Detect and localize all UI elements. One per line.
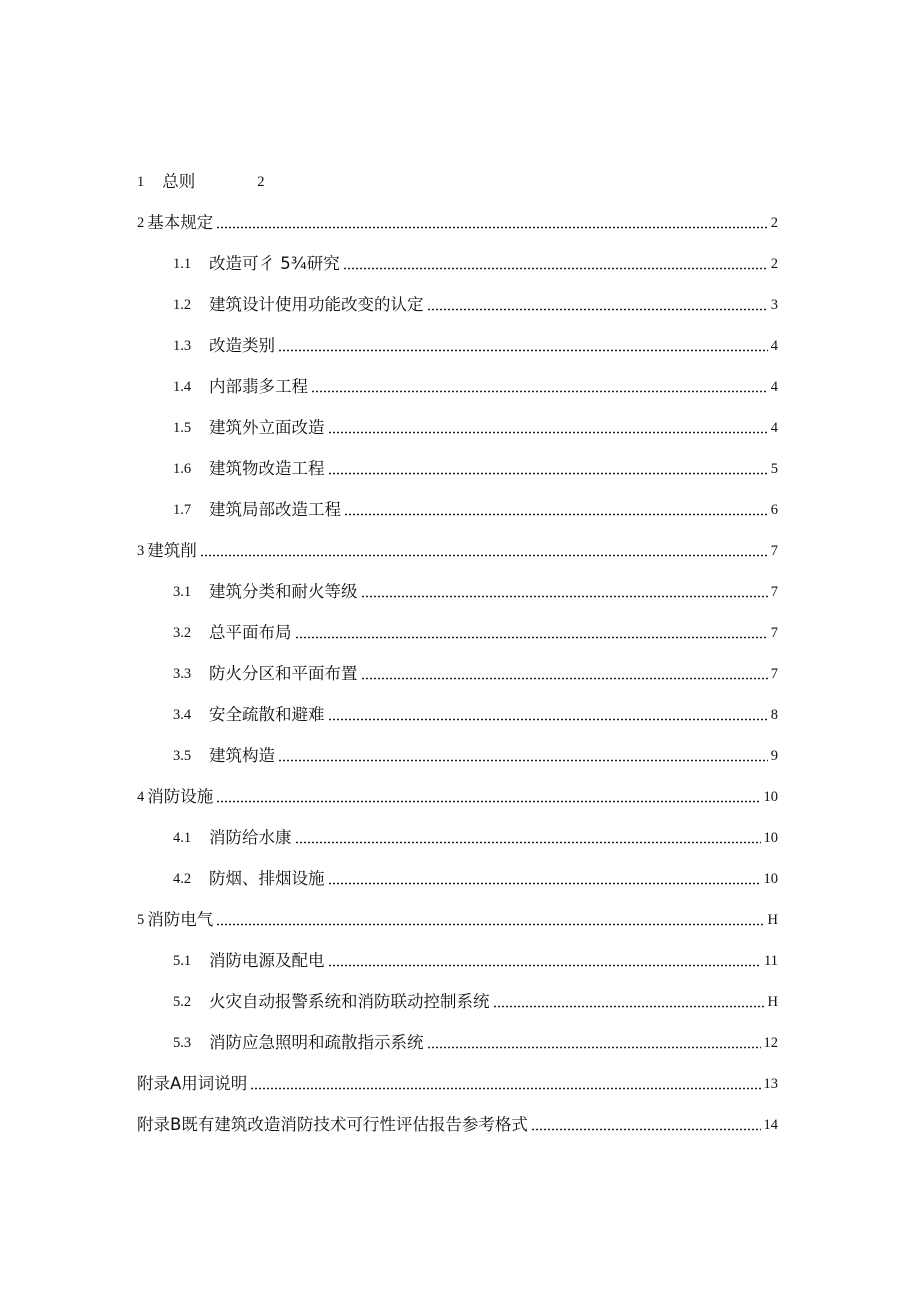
toc-number: 4.1 — [173, 830, 192, 846]
toc-title: 建筑局部改造工程 — [209, 500, 341, 519]
toc-number: 5.2 — [173, 994, 192, 1010]
toc-leader-dots — [250, 1082, 760, 1090]
toc-entry — [173, 331, 778, 357]
toc-page-number: 12 — [763, 1035, 778, 1051]
toc-number: 4.2 — [173, 871, 192, 887]
toc-title: 附录A用词说明 — [137, 1074, 248, 1093]
toc-number: 5.3 — [173, 1035, 192, 1051]
toc-title: 安全疏散和避难 — [209, 705, 325, 724]
toc-title: 建筑分类和耐火等级 — [209, 582, 358, 601]
toc-leader-dots — [361, 590, 768, 598]
toc-title: 消防设施 — [147, 787, 214, 806]
toc-page-number: 7 — [770, 666, 778, 682]
toc-title: 改造可彳 5¾研究 — [209, 254, 340, 273]
toc-number: 1.4 — [173, 379, 192, 395]
toc-number: 1.2 — [173, 297, 192, 313]
toc-title: 总则 — [162, 172, 196, 191]
toc-entry — [173, 946, 778, 972]
toc-entry — [173, 372, 778, 398]
toc-number: 5.1 — [173, 953, 192, 969]
toc-leader-dots — [295, 836, 761, 844]
toc-title: 火灾自动报警系统和消防联动控制系统 — [209, 992, 490, 1011]
toc-number: 1.5 — [173, 420, 192, 436]
toc-page-number: 10 — [763, 830, 778, 846]
toc-entry — [137, 1110, 778, 1136]
toc-leader-dots — [216, 221, 768, 229]
toc-leader-dots — [328, 467, 768, 475]
toc-entry — [137, 1069, 778, 1095]
toc-page-number: 2 — [257, 174, 265, 190]
toc-page-number: 5 — [770, 461, 778, 477]
toc-title: 消防应急照明和疏散指示系统 — [209, 1033, 424, 1052]
toc-entry — [173, 454, 778, 480]
toc-leader-dots — [328, 426, 768, 434]
toc-leader-dots — [344, 508, 768, 516]
toc-number: 1.6 — [173, 461, 192, 477]
toc-leader-dots — [328, 959, 762, 967]
toc-page-number: 4 — [770, 338, 778, 354]
toc-entry — [137, 782, 778, 808]
toc-entry — [173, 741, 778, 767]
toc-title: 建筑削 — [147, 541, 197, 560]
toc-leader-dots — [278, 754, 768, 762]
toc-title: 基本规定 — [147, 213, 214, 232]
toc-leader-dots — [328, 877, 761, 885]
toc-title: 总平面布局 — [209, 623, 292, 642]
toc-page-number: 13 — [763, 1076, 778, 1092]
toc-leader-dots — [200, 549, 768, 557]
toc-entry — [173, 413, 778, 439]
toc-entry — [173, 618, 778, 644]
toc-page-number: 10 — [763, 871, 778, 887]
toc-title: 建筑设计使用功能改变的认定 — [209, 295, 424, 314]
toc-leader-dots — [328, 713, 768, 721]
toc-page-number: H — [767, 994, 778, 1010]
toc-page-number: 14 — [763, 1117, 778, 1133]
toc-title: 防烟、排烟设施 — [209, 869, 325, 888]
toc-leader-dots — [427, 1041, 761, 1049]
toc-leader-dots — [531, 1123, 761, 1131]
toc-leader-dots — [216, 918, 764, 926]
toc-title: 消防给水康 — [209, 828, 292, 847]
toc-leader-dots — [343, 262, 768, 270]
toc-entry — [173, 823, 778, 849]
toc-number: 3.4 — [173, 707, 192, 723]
toc-entry — [173, 1028, 778, 1054]
toc-entry — [137, 208, 778, 234]
toc-page-number: 4 — [770, 420, 778, 436]
toc-number: 5 — [137, 912, 145, 928]
toc-entry — [173, 495, 778, 521]
toc-page-number: 7 — [770, 543, 778, 559]
toc-entry — [173, 249, 778, 275]
toc-page-number: 11 — [764, 953, 778, 969]
toc-number: 3.3 — [173, 666, 192, 682]
toc-entry — [173, 987, 778, 1013]
toc-page-number: 7 — [770, 625, 778, 641]
toc-title: 建筑物改造工程 — [209, 459, 325, 478]
toc-number: 3 — [137, 543, 145, 559]
toc-number: 2 — [137, 215, 145, 231]
toc-leader-dots — [216, 795, 760, 803]
toc-leader-dots — [295, 631, 768, 639]
toc-entry — [173, 700, 778, 726]
toc-entry — [173, 577, 778, 603]
toc-title: 建筑外立面改造 — [209, 418, 325, 437]
toc-title: 防火分区和平面布置 — [209, 664, 358, 683]
toc-leader-dots — [361, 672, 768, 680]
toc-entry — [173, 659, 778, 685]
toc-page-number: 10 — [763, 789, 778, 805]
toc-page-number: 8 — [770, 707, 778, 723]
toc-entry — [137, 905, 778, 931]
toc-page-number: 3 — [770, 297, 778, 313]
toc-entry-first — [137, 167, 277, 193]
toc-entry — [137, 536, 778, 562]
toc-leader-dots — [311, 385, 768, 393]
toc-leader-dots — [427, 303, 768, 311]
toc-number: 3.2 — [173, 625, 192, 641]
toc-title: 消防电气 — [147, 910, 214, 929]
toc-page-number: 2 — [770, 215, 778, 231]
toc-number: 1.1 — [173, 256, 192, 272]
toc-title: 消防电源及配电 — [209, 951, 325, 970]
toc-leader-dots — [278, 344, 768, 352]
toc-page-number: 9 — [770, 748, 778, 764]
toc-leader-dots — [493, 1000, 765, 1008]
toc-title: 改造类别 — [209, 336, 275, 355]
toc-title: 附录B既有建筑改造消防技术可行性评估报告参考格式 — [137, 1115, 528, 1134]
toc-number: 1 — [137, 174, 145, 190]
toc-title: 建筑构造 — [209, 746, 275, 765]
toc-number: 4 — [137, 789, 145, 805]
toc-page-number: 2 — [770, 256, 778, 272]
toc-page-number: H — [767, 912, 778, 928]
toc-entry — [173, 864, 778, 890]
toc-page-number: 4 — [770, 379, 778, 395]
toc-entry — [173, 290, 778, 316]
toc-title: 内部翡多工程 — [209, 377, 308, 396]
toc-page-number: 6 — [770, 502, 778, 518]
toc-number: 1.3 — [173, 338, 192, 354]
toc-number: 3.5 — [173, 748, 192, 764]
toc-number: 1.7 — [173, 502, 192, 518]
toc-number: 3.1 — [173, 584, 192, 600]
toc-page-number: 7 — [770, 584, 778, 600]
